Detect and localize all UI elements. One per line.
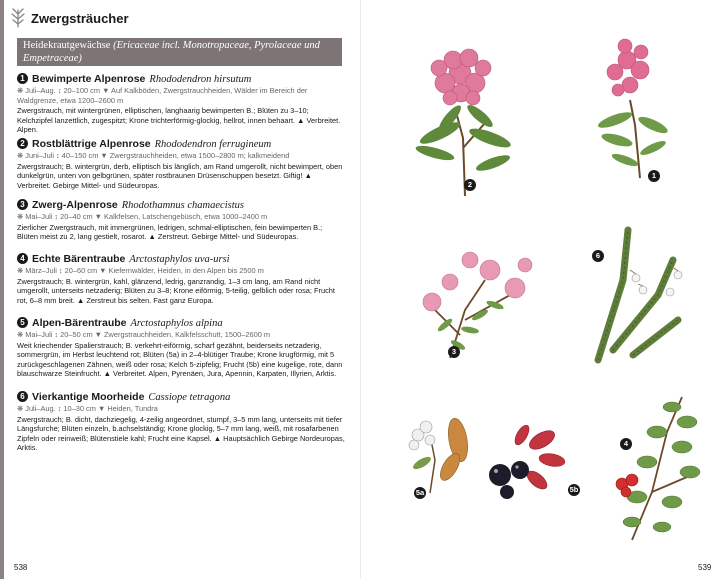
species-name: Bewimperte Alpenrose bbox=[32, 73, 146, 85]
species-entry bbox=[17, 199, 345, 242]
species-entry bbox=[17, 73, 345, 135]
species-name: Zwerg-Alpenrose bbox=[32, 199, 118, 211]
family-scientific: (Ericaceae incl. Monotropaceae, Pyrolaceae und Empetraceae) bbox=[23, 40, 320, 64]
species-description: Zwergstrauch; B. wintergrün, derb, elliptisch bis länglich, am Rand umgerollt, nicht bewimpert, oben dunkelgrün, unten von gelbgrünen, später rostbraunen Drüsenschuppen besetzt. Giftig! ▲ Verbreitet. Gebirge Mittel- und Südeuropas. bbox=[17, 161, 343, 190]
species-meta: ❋ Mai–Juli ↕ 20–50 cm ▼ Zwergstrauchheiden, Kalkfelsschutt, 1500–2600 m bbox=[17, 330, 271, 339]
species-scientific: Rhododendron ferrugineum bbox=[154, 139, 272, 150]
species-name: Rostblättrige Alpenrose bbox=[32, 138, 151, 150]
illustration-label: 5a bbox=[415, 488, 425, 497]
species-meta: ❋ Juli–Aug. ↕ 20–100 cm ▼ Auf Kalkböden, Zwergstrauchheiden, Wälder im Bereich der Waldgrenze, etwa 1200–2600 m bbox=[17, 86, 308, 105]
species-name: Alpen-Bärentraube bbox=[32, 317, 127, 329]
illustration-label: 6 bbox=[592, 250, 604, 262]
rhododendron-hirsutum-illustration bbox=[585, 30, 670, 180]
species-scientific: Cassiope tetragona bbox=[148, 392, 231, 403]
species-scientific: Rhodothamnus chamaecistus bbox=[121, 200, 244, 211]
family-name: Heidekrautgewächse bbox=[23, 40, 111, 51]
entry-number: 1 bbox=[17, 73, 28, 84]
page-number-left: 538 bbox=[14, 563, 28, 572]
arctostaphylos-alpina-flower-illustration bbox=[400, 405, 475, 495]
species-meta: ❋ Juli–Aug. ↕ 10–30 cm ▼ Heiden, Tundra bbox=[17, 404, 158, 413]
illustration-label: 1 bbox=[648, 170, 660, 182]
illustration-label: 5b bbox=[569, 485, 579, 494]
entry-number: 3 bbox=[17, 199, 28, 210]
species-name: Echte Bärentraube bbox=[32, 253, 126, 265]
entry-number: 6 bbox=[17, 391, 28, 402]
species-entry bbox=[17, 317, 345, 379]
species-entry bbox=[17, 138, 345, 190]
section-title: Zwergsträucher bbox=[31, 11, 129, 26]
species-entry bbox=[17, 253, 345, 305]
cassiope-tetragona-illustration bbox=[588, 200, 698, 365]
entry-number: 2 bbox=[17, 138, 28, 149]
arctostaphylos-uva-ursi-illustration bbox=[612, 392, 704, 542]
species-description: Zwergstrauch; B. dicht, dachziegelig, 4-zeilig angeordnet, stumpf, 3–5 mm lang, unterseits mit tiefer Längsfurche; Blüten einzeln, b.achselständig; Krone glockig, 5–7 mm lang, weiß, mit rosafarbenen Zipfeln oder reinweiß; Blütenstiele kahl; Frucht eine Kapsel. ▲ Hauptsächlich Gebirge Nordeuropas, Arktis. bbox=[17, 414, 345, 453]
species-scientific: Arctostaphylos uva-ursi bbox=[129, 254, 230, 265]
species-entry bbox=[17, 391, 345, 453]
family-heading bbox=[17, 38, 342, 66]
rhodothamnus-chamaecistus-illustration bbox=[410, 240, 540, 360]
species-scientific: Arctostaphylos alpina bbox=[130, 318, 223, 329]
species-meta: ❋ März–Juli ↕ 20–60 cm ▼ Kiefernwälder, Heiden, in den Alpen bis 2500 m bbox=[17, 266, 264, 275]
species-description: Zwergstrauch, mit wintergrünen, elliptischen, langhaarig bewimperten B.; Blüten zu 3–10; Kelchzipfel lanzettlich, zugespitzt; Krone trichterförmig-glockig, hellrot, innen behaart. ▲ Verbreitet. Alpen. bbox=[17, 106, 341, 135]
entry-number: 5 bbox=[17, 317, 28, 328]
species-scientific: Rhododendron hirsutum bbox=[149, 74, 252, 85]
species-meta: ❋ Juni–Juli ↕ 40–150 cm ▼ Zwergstrauchheiden, etwa 1500–2800 m; kalkmeidend bbox=[17, 151, 290, 160]
rhododendron-ferrugineum-illustration bbox=[405, 38, 515, 198]
spread-gutter bbox=[360, 0, 361, 579]
heather-sprig-icon bbox=[9, 6, 27, 28]
illustration-label: 4 bbox=[620, 438, 632, 450]
arctostaphylos-alpina-fruit-illustration bbox=[482, 420, 567, 500]
page-number-right: 539 bbox=[698, 563, 712, 572]
species-description: Zierlicher Zwergstrauch, mit immergrünen, ledrigen, schmal-elliptischen, fein bewimperten B.; Blüten meist zu 2, lang gestielt, rosarot. ▲ Zerstreut. Gebirge Mittel- und Südeuropas. bbox=[17, 222, 323, 242]
species-description: Zwergstrauch; B. wintergrün, kahl, glänzend, ledrig, ganzrandig, 1–3 cm lang, am Rand nicht umgerollt, unterseits netzaderig; Blüten zu 3–8; Krone eiförmig, 5-teilig, gelblich oder rosa; Frucht rot, 6–8 mm breit. ▲ Zerstreut bis selten. Fast ganz Europa. bbox=[17, 276, 335, 305]
entry-number: 4 bbox=[17, 253, 28, 264]
illustration-label: 2 bbox=[464, 179, 476, 191]
species-description: Weit kriechender Spalierstrauch; B. verkehrt-eiförmig, scharf gezähnt, beiderseits netzaderig, sommergrün, im Herbst leuchtend rot; Blüten (5a) in 2–4-blütiger Traube; Krone krugförmig, mit 5 zurückgeschlagenen Zähnen, weiß oder rosa; Kelch 5-zipfelig; Frucht (5b) eine kugelige, rote, dann blauschwarze Steinfrucht. ▲ Verbreitet. Alpen, Pyrenäen, Jura, Apennin, Karpaten, Illyrien, Arktis. bbox=[17, 340, 343, 379]
left-page bbox=[4, 0, 356, 579]
species-meta: ❋ Mai–Juli ↕ 20–40 cm ▼ Kalkfelsen, Latschengebüsch, etwa 1000–2400 m bbox=[17, 212, 268, 221]
species-name: Vierkantige Moorheide bbox=[32, 391, 145, 403]
illustration-label: 3 bbox=[448, 346, 460, 358]
